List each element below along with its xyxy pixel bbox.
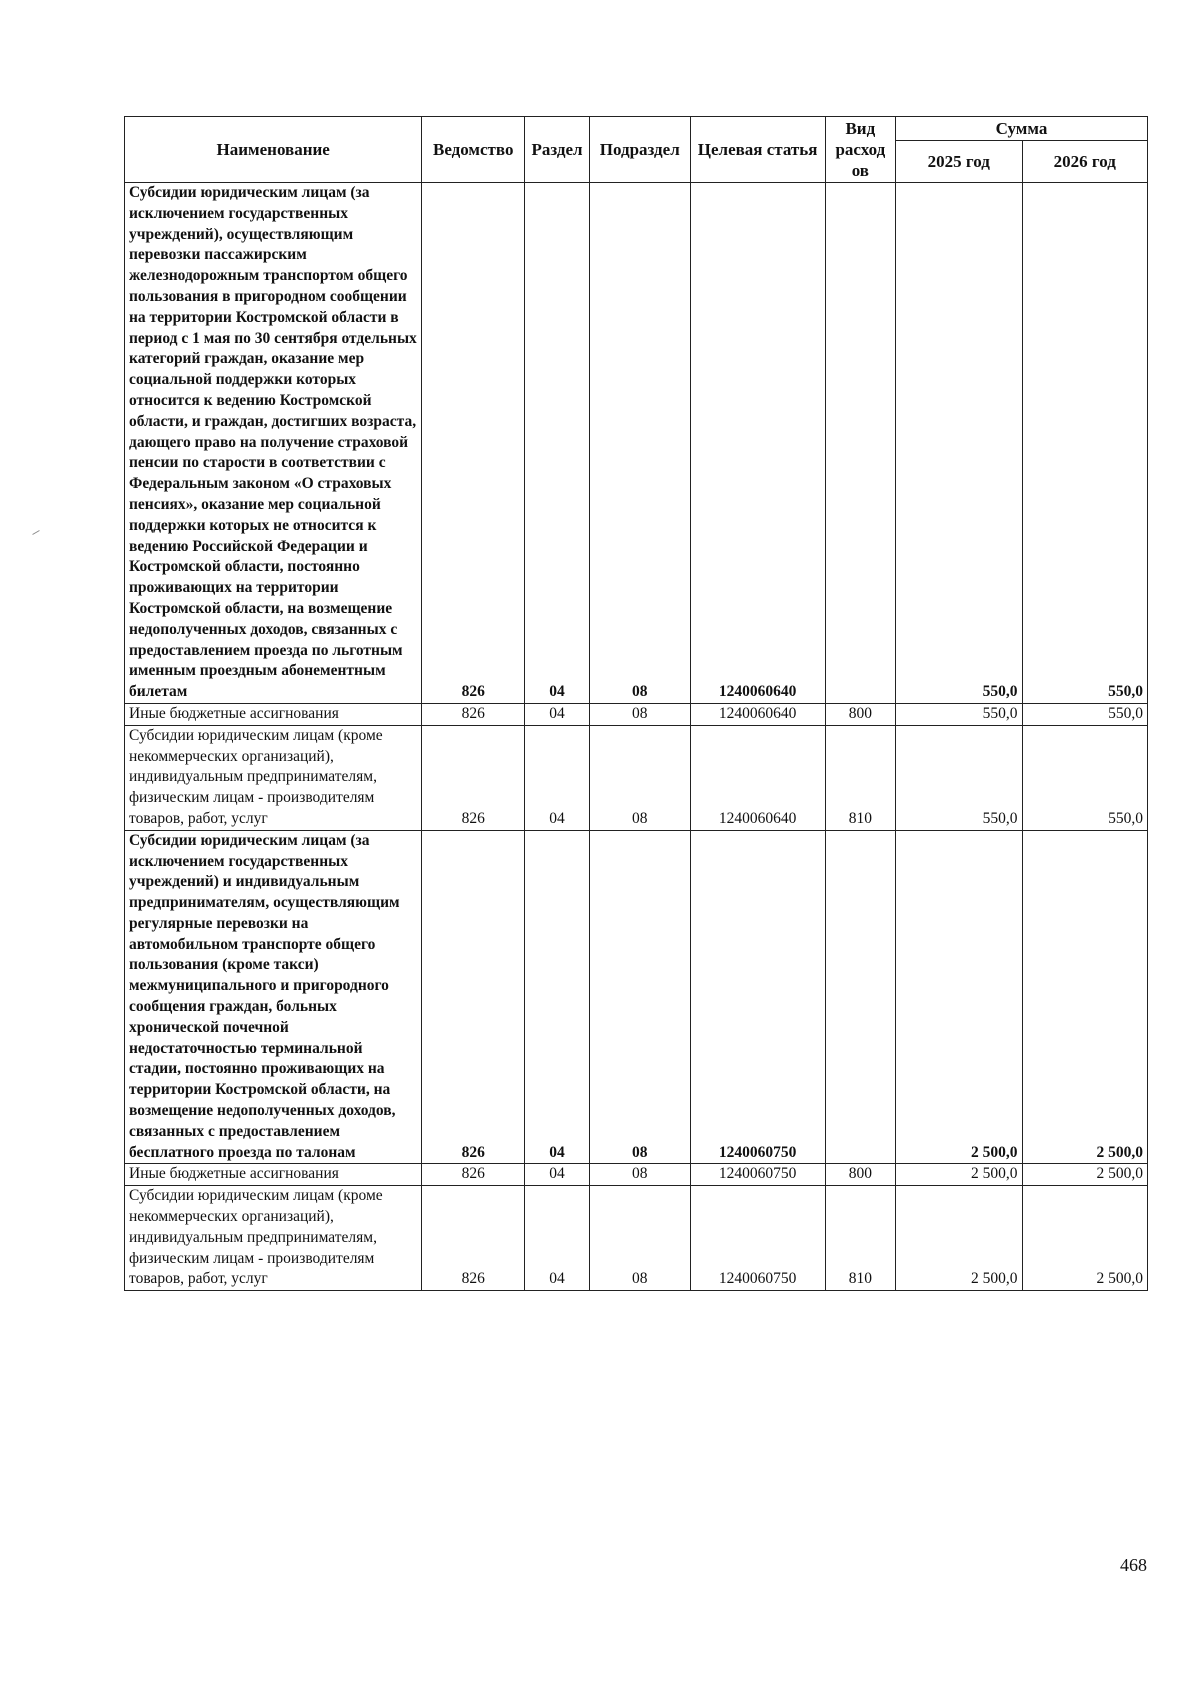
row-sum-2025: 550,0: [895, 703, 1022, 725]
row-department: 826: [422, 183, 525, 704]
row-section: 04: [525, 1186, 590, 1291]
header-target-article: Целевая статья: [690, 117, 825, 183]
row-subsection: 08: [589, 183, 690, 704]
row-sum-2025: 550,0: [895, 183, 1022, 704]
row-sum-2025: 2 500,0: [895, 830, 1022, 1164]
row-subsection: 08: [589, 725, 690, 830]
table-row: [125, 725, 1148, 830]
row-section: 04: [525, 703, 590, 725]
row-department: 826: [422, 1164, 525, 1186]
row-sum-2026: 550,0: [1022, 183, 1148, 704]
row-section: 04: [525, 1164, 590, 1186]
row-subsection: 08: [589, 1164, 690, 1186]
row-department: 826: [422, 830, 525, 1164]
row-name: Субсидии юридическим лицам (за исключением государственных учреждений) и индивидуальным предпринимателям, осуществляющим регулярные перевозки на автомобильном транспорте общего пользования (кроме такси) межмуниципального и пригородного сообщения граждан, больных хронической почечной недостаточностью терминальной стадии, постоянно проживающих на территории Костромской области, на возмещение недополученных доходов, связанных с предоставлением бесплатного проезда по талонам: [125, 830, 422, 1164]
row-name: Иные бюджетные ассигнования: [125, 703, 422, 725]
row-section: 04: [525, 183, 590, 704]
row-sum-2025: 2 500,0: [895, 1186, 1022, 1291]
table-row: [125, 183, 1148, 704]
row-subsection: 08: [589, 703, 690, 725]
row-name: Субсидии юридическим лицам (кроме некоммерческих организаций), индивидуальным предпринимателям, физическим лицам - производителям товаров, работ, услуг: [125, 725, 422, 830]
row-expense-type: 800: [825, 1164, 895, 1186]
table-row: [125, 1186, 1148, 1291]
row-department: 826: [422, 703, 525, 725]
row-target-article: 1240060640: [690, 703, 825, 725]
page-number: 468: [1120, 1555, 1147, 1575]
budget-table: [124, 116, 1148, 1291]
table-row: [125, 830, 1148, 1164]
header-subsection: Подраздел: [589, 117, 690, 183]
header-expense-type: Вид расход ов: [825, 117, 895, 183]
header-department: Ведомство: [422, 117, 525, 183]
row-subsection: 08: [589, 1186, 690, 1291]
scan-mark: [32, 530, 39, 535]
row-target-article: 1240060750: [690, 1186, 825, 1291]
row-section: 04: [525, 725, 590, 830]
row-expense-type: 800: [825, 703, 895, 725]
row-sum-2026: 2 500,0: [1022, 1186, 1148, 1291]
row-sum-2026: 2 500,0: [1022, 1164, 1148, 1186]
header-year-2026: 2026 год: [1022, 141, 1148, 183]
header-name: Наименование: [125, 117, 422, 183]
table-body: [125, 183, 1148, 1291]
header-year-2025: 2025 год: [895, 141, 1022, 183]
row-target-article: 1240060750: [690, 830, 825, 1164]
header-section: Раздел: [525, 117, 590, 183]
table-row: [125, 1164, 1148, 1186]
row-subsection: 08: [589, 830, 690, 1164]
row-expense-type: 810: [825, 725, 895, 830]
row-name: Субсидии юридическим лицам (за исключением государственных учреждений), осуществляющим перевозки пассажирским железнодорожным транспортом общего пользования в пригородном сообщении на территории Костромской области в период с 1 мая по 30 сентября отдельных категорий граждан, оказание мер социальной поддержки которых относится к ведению Костромской области, и граждан, достигших возраста, дающего право на получение страховой пенсии по старости в соответствии с Федеральным законом «О страховых пенсиях», оказание мер социальной поддержки которых не относится к ведению Российской Федерации и Костромской области, постоянно проживающих на территории Костромской области, на возмещение недополученных доходов, связанных с предоставлением проезда по льготным именным проездным абонементным билетам: [125, 183, 422, 704]
row-section: 04: [525, 830, 590, 1164]
row-target-article: 1240060750: [690, 1164, 825, 1186]
row-sum-2025: 2 500,0: [895, 1164, 1022, 1186]
row-expense-type: 810: [825, 1186, 895, 1291]
header-sum: Сумма: [895, 117, 1147, 141]
table-row: [125, 703, 1148, 725]
row-department: 826: [422, 1186, 525, 1291]
row-target-article: 1240060640: [690, 725, 825, 830]
row-target-article: 1240060640: [690, 183, 825, 704]
row-name: Субсидии юридическим лицам (кроме некоммерческих организаций), индивидуальным предпринимателям, физическим лицам - производителям товаров, работ, услуг: [125, 1186, 422, 1291]
row-expense-type: [825, 830, 895, 1164]
table-header: [125, 117, 1148, 183]
row-sum-2025: 550,0: [895, 725, 1022, 830]
row-department: 826: [422, 725, 525, 830]
row-sum-2026: 2 500,0: [1022, 830, 1148, 1164]
row-expense-type: [825, 183, 895, 704]
row-sum-2026: 550,0: [1022, 703, 1148, 725]
row-sum-2026: 550,0: [1022, 725, 1148, 830]
row-name: Иные бюджетные ассигнования: [125, 1164, 422, 1186]
